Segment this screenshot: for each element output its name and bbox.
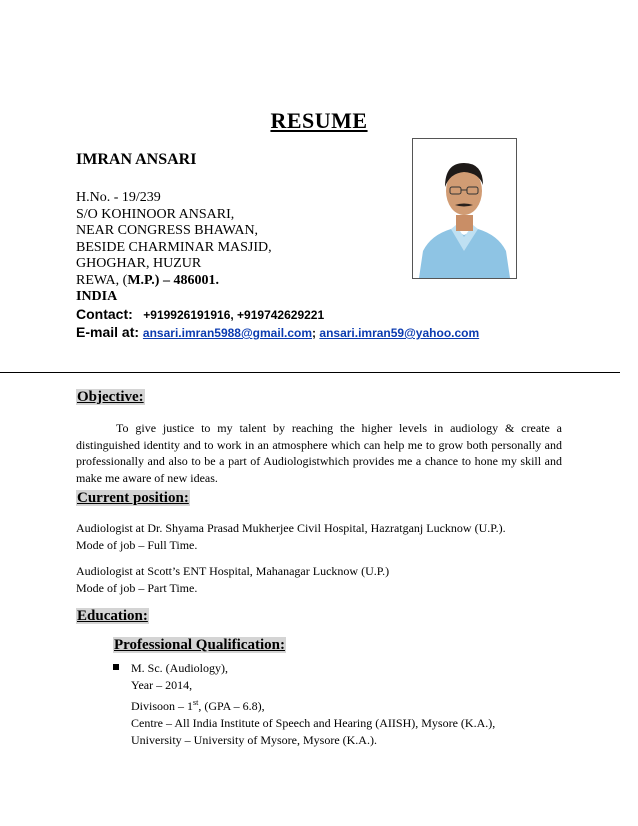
current-position-heading-wrap (76, 489, 190, 507)
qualification-list (113, 660, 573, 749)
centre: Centre – All India Institute of Speech and Hearing (AIISH), Mysore (K.A.), (131, 716, 496, 730)
contact-label: Contact: (76, 305, 133, 322)
square-bullet-icon (113, 664, 119, 670)
candidate-name: IMRAN ANSARI (76, 151, 197, 168)
address-state-pin: M.P.) – 486001. (127, 272, 219, 288)
email-line: E-mail at: ansari.imran5988@gmail.com; ansari.imran59@yahoo.com (76, 324, 480, 340)
person-portrait-icon (413, 139, 516, 278)
year: Year – 2014, (131, 678, 193, 692)
contact-line (76, 306, 479, 325)
address-line: NEAR CONGRESS BHAWAN, (76, 223, 259, 238)
job-1 (76, 520, 506, 554)
job-2 (76, 563, 389, 597)
job-1-mode: Mode of job – Full Time. (76, 538, 198, 552)
resume-title: RESUME (270, 108, 368, 133)
objective-heading-wrap (76, 388, 145, 406)
job-2-mode: Mode of job – Part Time. (76, 581, 198, 595)
professional-qualification-heading: Professional Qualification: (114, 637, 285, 653)
professional-qualification-heading-wrap (113, 636, 286, 654)
job-1-title: Audiologist at Dr. Shyama Prasad Mukherjee Civil Hospital, Hazratganj Lucknow (U.P.). (76, 521, 506, 535)
education-heading-wrap (76, 607, 149, 625)
profile-photo (412, 138, 517, 279)
address-city: REWA, ( (76, 272, 128, 288)
contact-phones: +919926191916, +919742629221 (143, 307, 325, 322)
email-link-gmail[interactable]: ansari.imran5988@gmail.com (142, 326, 313, 340)
address-line: GHOGHAR, HUZUR (76, 256, 202, 271)
division-suffix: , (GPA – 6.8), (198, 699, 265, 713)
address-line: S/O KOHINOOR ANSARI, (76, 206, 235, 222)
section-divider (0, 372, 620, 373)
division (131, 694, 573, 715)
address-line: H.No. - 19/239 (76, 190, 161, 205)
degree: M. Sc. (Audiology), (131, 661, 228, 675)
objective-text: To give justice to my talent by reaching the higher levels in audiology & create a distinguished identity and to work in an atmosphere which can help me to grow both personally and professionally and also to be a part of Audiologistwhich provides me a chance to hone my skill and make me aware of new ideas. (76, 421, 562, 485)
objective-heading: Objective: (77, 389, 144, 405)
address-country: INDIA (76, 289, 118, 304)
university: University – University of Mysore, Mysore (K.A.). (131, 733, 377, 747)
address-line: BESIDE CHARMINAR MASJID, (76, 239, 272, 255)
education-heading: Education: (77, 608, 148, 624)
job-2-title: Audiologist at Scott’s ENT Hospital, Mahanagar Lucknow (U.P.) (76, 564, 390, 578)
division-prefix: Divisoon – 1 (131, 699, 194, 713)
email-label: E-mail at (76, 324, 135, 340)
email-link-yahoo[interactable]: ansari.imran59@yahoo.com (319, 326, 480, 340)
list-item (113, 660, 573, 749)
division-sup: st (193, 698, 199, 707)
current-position-heading: Current position: (77, 490, 189, 506)
